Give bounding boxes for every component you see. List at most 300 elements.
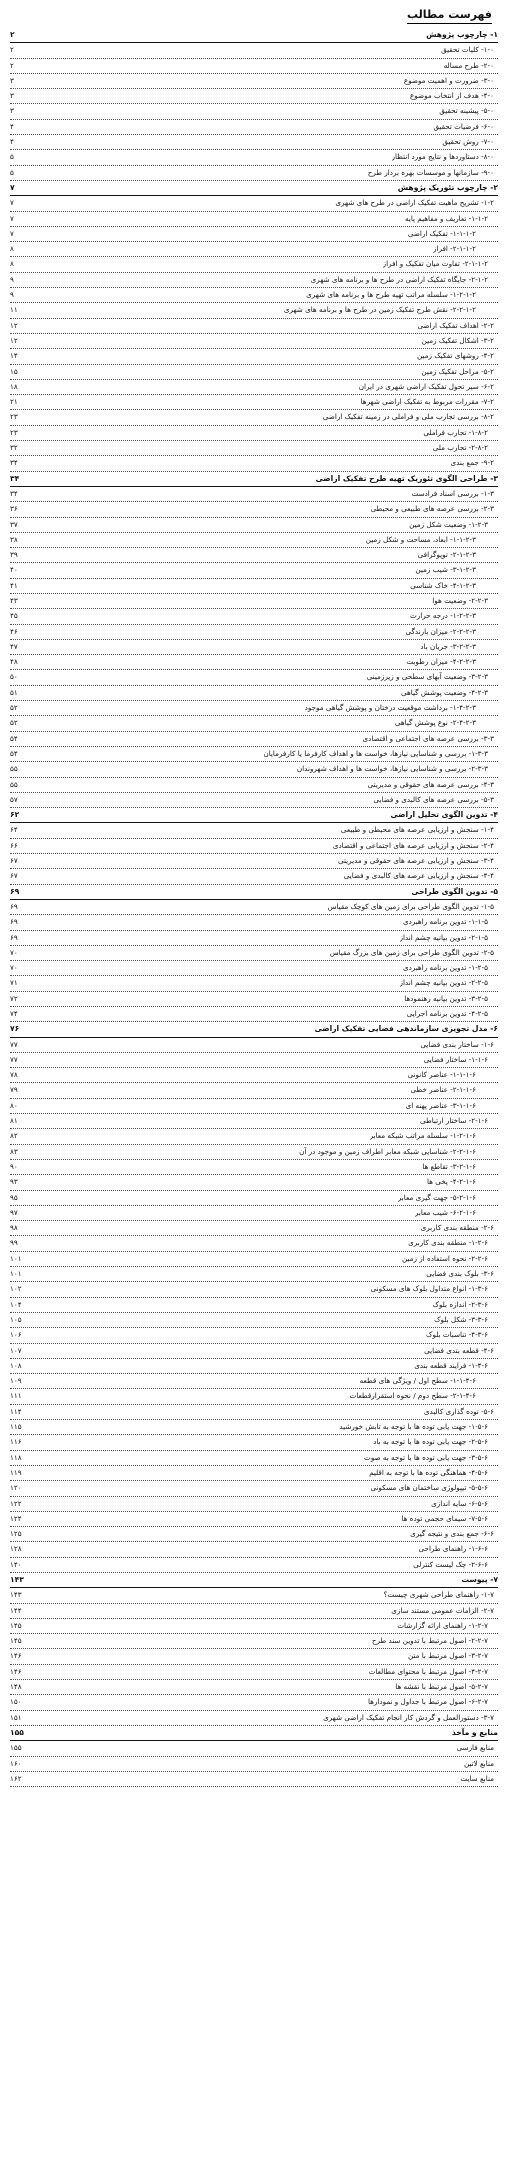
toc-entry-row xyxy=(10,839,498,854)
toc-entry-row xyxy=(10,1236,498,1251)
toc-page-number: ۱۲۲ xyxy=(10,1498,22,1508)
toc-page-number: ۸۰ xyxy=(10,1100,18,1110)
toc-entry-label: ۴-۰- هدف از انتخاب موضوع xyxy=(410,91,494,101)
toc-page-number: ۶۹ xyxy=(10,932,18,942)
toc-entry-label: ۸-۲- بررسی تجارب ملی و فراملی در زمینه تفکیک اراضی xyxy=(322,412,494,422)
toc-entry-row xyxy=(10,778,498,793)
toc-page-number: ۵۲ xyxy=(10,703,18,713)
toc-entry-row xyxy=(10,319,498,334)
toc-entry-label: ۱-۳- بررسی اسناد فرادست xyxy=(411,488,494,498)
toc-entry-label: ۹-۰- سازمانها و موسسات بهره بردار طرح xyxy=(367,167,494,177)
toc-page-number: ۸ xyxy=(10,244,14,254)
toc-chapter-row xyxy=(10,1726,498,1741)
toc-page-number: ۱۲ xyxy=(10,335,18,345)
toc-entry-label: ۱-۲- تشریح ماهیت تفکیک اراضی در طرح های شهری xyxy=(335,198,494,208)
toc-page-number: ۵۲ xyxy=(10,718,18,728)
toc-entry-row xyxy=(10,456,498,471)
toc-entry-row xyxy=(10,487,498,502)
toc-entry-row xyxy=(10,1099,498,1114)
toc-chapter-row xyxy=(10,885,498,900)
toc-page-number: ۱۶۰ xyxy=(10,1758,22,1768)
toc-chapter-row xyxy=(10,1573,498,1588)
toc-page-number: ۱۶۲ xyxy=(10,1773,22,1783)
toc-page-number: ۱۴۵ xyxy=(10,1620,22,1630)
toc-page-number: ۵۴ xyxy=(10,733,18,743)
toc-page-number: ۵۵ xyxy=(10,779,18,789)
toc-entry-row xyxy=(10,915,498,930)
toc-page-number: ۱۲۴ xyxy=(10,1513,22,1523)
toc-entry-label: ۲-۷- الزامات عمومی مستند سازی xyxy=(391,1605,494,1615)
toc-entry-label: ۳-۴- سنجش و ارزیابی عرصه های حقوقی و مدیریتی xyxy=(337,856,494,866)
toc-entry-row xyxy=(10,1481,498,1496)
toc-page-number: ۱۵۵ xyxy=(10,1727,24,1737)
toc-page-number: ۷۷ xyxy=(10,1039,18,1049)
toc-page-number: ۹۷ xyxy=(10,1207,18,1217)
toc-page-number: ۷۱ xyxy=(10,978,18,988)
toc-entry-row xyxy=(10,196,498,211)
toc-page-number: ۳ xyxy=(10,91,14,101)
toc-entry-label: ۴-۶- قطعه بندی فضایی xyxy=(424,1345,494,1355)
toc-entry-label: ۷-۵-۶- سیمای حجمی توده ها xyxy=(401,1513,488,1523)
toc-entry-label: ۱-۲-۵- تدوین برنامه راهبردی xyxy=(402,963,488,973)
toc-entry-label: منابع سایت xyxy=(460,1773,494,1783)
toc-entry-label: ۲-۶-۶- چک لیست کنترلی xyxy=(413,1559,488,1569)
toc-entry-label: ۴-۳-۶- تناسبات بلوک xyxy=(426,1330,488,1340)
toc-entry-row xyxy=(10,426,498,441)
toc-page-number: ۳ xyxy=(10,106,14,116)
toc-page-number: ۱۵۰ xyxy=(10,1697,22,1707)
toc-entry-row xyxy=(10,1252,498,1267)
toc-entry-row xyxy=(10,1619,498,1634)
toc-entry-label: ۱-۳-۶- انواع متداول بلوک های مسکونی xyxy=(370,1284,488,1294)
toc-page-number: ۴ xyxy=(10,137,14,147)
toc-entry-row xyxy=(10,762,498,777)
toc-entry-label: ۴-۲-۲-۳- میزان رطوبت xyxy=(406,657,476,667)
toc-entry-row xyxy=(10,74,498,89)
toc-page-number: ۱۱۱ xyxy=(10,1391,22,1401)
toc-entry-label: ۴-۱-۲-۳- خاک شناسی xyxy=(410,580,476,590)
toc-entry-row xyxy=(10,1344,498,1359)
toc-entry-label: ۲-۲-۷- اصول مرتبط با تدوین سند طرح xyxy=(371,1636,488,1646)
toc-entry-label: ۲-۱-۱-۶- عناصر خطی xyxy=(410,1085,476,1095)
toc-entry-label: ۴-۲-۱-۶- پخی ها xyxy=(426,1177,476,1187)
toc-entry-row xyxy=(10,1129,498,1144)
toc-entry-label: ۴-۲-۵- تدوین برنامه اجرایی xyxy=(406,1009,488,1018)
toc-entry-label: ۲-۵- تدوین الگوی طراحی برای زمین های بزرگ مقیاس xyxy=(329,947,494,957)
toc-entry-label: ۴-۲-۳- وضعیت پوشش گیاهی xyxy=(401,687,488,697)
toc-entry-label: ۱-۷- راهنمای طراحی شهری چیست؟ xyxy=(383,1590,494,1600)
toc-page-number: ۶۷ xyxy=(10,871,18,881)
toc-page-number: ۳۴ xyxy=(10,473,20,483)
toc-entry-row xyxy=(10,1175,498,1190)
toc-entry-row xyxy=(10,1512,498,1527)
toc-entry-row xyxy=(10,701,498,716)
toc-entry-label: ۲-۶- منطقه بندی کاربری xyxy=(420,1223,494,1233)
toc-page-number: ۱۲ xyxy=(10,320,18,330)
toc-page-number: ۲۱ xyxy=(10,397,18,407)
toc-entry-label: ۶- مدل تجویزی سازماندهی فضایی تفکیک اراضی xyxy=(314,1024,498,1034)
toc-page-number: ۳۲ xyxy=(10,443,18,453)
toc-entry-label: ۱-۲-۲-۳- درجه حرارت xyxy=(409,611,476,621)
toc-entry-label: ۵-۳- بررسی عرصه های کالبدی و فضایی xyxy=(373,794,494,804)
toc-page-number: ۵۴ xyxy=(10,748,18,758)
toc-entry-row xyxy=(10,1497,498,1512)
toc-page-number: ۲ xyxy=(10,30,15,39)
toc-entry-row xyxy=(10,869,498,884)
toc-page-number: ۱۵ xyxy=(10,366,18,376)
toc-entry-row xyxy=(10,518,498,533)
toc-entry-row xyxy=(10,227,498,242)
toc-entry-row xyxy=(10,1206,498,1221)
toc-entry-row xyxy=(10,1558,498,1573)
toc-entry-label: ۳-۱-۲-۳- شیب زمین xyxy=(415,565,476,575)
toc-page-number: ۱۰۴ xyxy=(10,1299,22,1309)
toc-entry-row xyxy=(10,640,498,655)
toc-page-number: ۶۹ xyxy=(10,917,18,927)
toc-chapter-row xyxy=(10,181,498,196)
toc-entry-row xyxy=(10,1313,498,1328)
toc-entry-label: ۲-۱-۱-۲- تفاوت میان تفکیک و افراز xyxy=(382,259,488,269)
toc-page-number: ۴۵ xyxy=(10,611,18,621)
toc-page-number: ۶۷ xyxy=(10,856,18,866)
toc-entry-label: ۴-۳- بررسی عرصه های حقوقی و مدیریتی xyxy=(367,779,494,789)
toc-entry-row xyxy=(10,349,498,364)
toc-page-number: ۵۵ xyxy=(10,764,18,774)
toc-entry-label: ۶-۵-۶- سایه اندازی xyxy=(431,1498,488,1508)
toc-entry-label: ۳-۲-۲-۳- جریان باد xyxy=(420,641,476,651)
toc-page-number: ۱۴۴ xyxy=(10,1605,22,1615)
toc-entry-label: ۲-۱-۲- جایگاه تفکیک اراضی در طرح ها و برنامه های شهری xyxy=(310,274,488,284)
toc-entry-label: ۳-۲- اشکال تفکیک زمین xyxy=(421,335,494,345)
toc-page-number: ۷۶ xyxy=(10,1024,20,1034)
toc-entry-label: ۱-۱-۲- تعاریف و مفاهیم پایه xyxy=(404,213,488,223)
toc-entry-label: ۷- پیوست xyxy=(461,1574,498,1584)
toc-entry-label: ۲-۲-۵- تدوین بیانیه چشم انداز xyxy=(399,978,488,988)
toc-page-number: ۹۵ xyxy=(10,1192,18,1202)
toc-entry-row xyxy=(10,946,498,961)
toc-entry-row xyxy=(10,563,498,578)
toc-entry-label: ۱-۲-۶- منطقه بندی کاربری xyxy=(408,1238,488,1248)
toc-page-number: ۱۴ xyxy=(10,351,18,361)
document-page xyxy=(10,8,498,2168)
toc-page-number: ۴۰ xyxy=(10,565,18,575)
toc-page-number: ۸۳ xyxy=(10,1146,18,1156)
toc-page-number: ۱۱۵ xyxy=(10,1422,22,1432)
toc-entry-label: ۲-۵-۶- جهت یابی توده ها با توجه به باد xyxy=(373,1437,488,1447)
toc-entry-row xyxy=(10,1405,498,1420)
toc-page-number: ۸۲ xyxy=(10,1131,18,1141)
toc-entry-label: ۴-۵-۶- هماهنگی توده ها با توجه به اقلیم xyxy=(369,1467,488,1477)
toc-entry-row xyxy=(10,1695,498,1710)
toc-entry-row xyxy=(10,1389,498,1404)
toc-entry-label: ۴-۲- روشهای تفکیک زمین xyxy=(416,351,494,361)
toc-entry-label: ۲-۱-۵- تدوین بیانیه چشم انداز xyxy=(399,932,488,942)
toc-entry-label: ۶-۶- جمع بندی و نتیجه گیری xyxy=(410,1529,494,1539)
toc-page-number: ۶۹ xyxy=(10,901,18,911)
toc-page-number: ۱۰۲ xyxy=(10,1284,22,1294)
toc-page-number: ۹۹ xyxy=(10,1238,18,1248)
toc-page-number: ۱۰۹ xyxy=(10,1376,22,1386)
toc-page-number: ۷ xyxy=(10,182,15,192)
toc-entry-label: ۳-۲-۳- وضعیت آبهای سطحی و زیرزمینی xyxy=(366,672,488,682)
toc-page-number: ۵ xyxy=(10,167,14,177)
toc-entry-label: ۶-۲- سیر تحول تفکیک اراضی شهری در ایران xyxy=(358,381,494,391)
toc-entry-label: ۱-۸-۲- تجارب فراملی xyxy=(423,427,488,437)
toc-page-number: ۲ xyxy=(10,45,14,55)
toc-entry-label: ۳-۳-۶- شکل بلوک xyxy=(434,1314,488,1324)
toc-list xyxy=(10,28,498,1787)
toc-entry-label: ۳-۲-۱-۶- تقاطع ها xyxy=(422,1161,476,1171)
toc-entry-label: ۲-۱-۲-۳- توپوگرافی xyxy=(417,550,476,560)
toc-entry-row xyxy=(10,1604,498,1619)
toc-entry-label: ۵-۲-۷- اصول مرتبط با نقشه ها xyxy=(395,1682,488,1692)
toc-entry-label: ۲-۲- اهداف تفکیک اراضی xyxy=(417,320,494,330)
toc-entry-row xyxy=(10,1741,498,1756)
toc-entry-row xyxy=(10,625,498,640)
toc-entry-label: ۳-۲-۷- اصول مرتبط با متن xyxy=(407,1651,488,1661)
toc-entry-row xyxy=(10,1466,498,1481)
toc-page-number: ۱۲۰ xyxy=(10,1483,22,1493)
toc-entry-row xyxy=(10,135,498,150)
toc-entry-label: ۲-۱-۱-۲- افراز xyxy=(433,244,476,254)
toc-page-number: ۷۴ xyxy=(10,1009,18,1018)
toc-page-number: ۱۲۸ xyxy=(10,1544,22,1554)
toc-entry-row xyxy=(10,150,498,165)
toc-entry-label: ۲-۴-۲-۳- نوع پوشش گیاهی xyxy=(394,718,476,728)
toc-page-number: ۶۲ xyxy=(10,810,20,820)
toc-entry-label: ۱-۴-۶- فرایند قطعه بندی xyxy=(414,1360,488,1370)
toc-page-number: ۹۸ xyxy=(10,1223,18,1233)
toc-entry-label: ۶-۲-۱-۶- شیب معابر xyxy=(414,1207,476,1217)
toc-page-number: ۲۳ xyxy=(10,427,18,437)
toc-chapter-row xyxy=(10,472,498,487)
toc-entry-row xyxy=(10,1772,498,1787)
toc-entry-row xyxy=(10,992,498,1007)
toc-page-number: ۱۱۴ xyxy=(10,1406,22,1416)
toc-page-number: ۱۴۵ xyxy=(10,1636,22,1646)
toc-entry-row xyxy=(10,257,498,272)
toc-entry-label: ۱-۶- ساختار بندی فضایی xyxy=(420,1039,494,1049)
toc-entry-row xyxy=(10,334,498,349)
toc-page-number: ۵ xyxy=(10,152,14,162)
toc-entry-label: ۱-۴-۲-۳- برداشت موقعیت درختان و پوشش گیاهی موجود xyxy=(304,703,476,713)
toc-entry-row xyxy=(10,166,498,181)
toc-entry-row xyxy=(10,365,498,380)
toc-entry-label: ۱-۱-۴-۶- سطح اول / ویژگی های قطعه xyxy=(359,1376,476,1386)
toc-entry-label: ۳- طراحی الگوی تئوریک تهیه طرح تفکیک اراضی xyxy=(315,473,498,483)
toc-entry-label: ۱-۲-۳- وضعیت شکل زمین xyxy=(409,519,488,529)
toc-entry-label: ۳-۰- ضرورت و اهمیت موضوع xyxy=(403,75,494,85)
toc-page-number: ۱۴۸ xyxy=(10,1682,22,1692)
toc-entry-label: ۳-۲-۵- تدوین بیانیه رهنمودها xyxy=(404,993,488,1003)
toc-page-number: ۱۱۸ xyxy=(10,1452,22,1462)
toc-page-number: ۱۰۱ xyxy=(10,1253,22,1263)
toc-entry-row xyxy=(10,533,498,548)
toc-page-number: ۱۴۰ xyxy=(10,1559,22,1569)
toc-page-number: ۷۰ xyxy=(10,963,18,973)
toc-entry-row xyxy=(10,961,498,976)
toc-entry-row xyxy=(10,594,498,609)
toc-entry-label: ۵-۰- پیشینه تحقیق xyxy=(439,106,494,116)
toc-entry-row xyxy=(10,1542,498,1557)
toc-entry-row xyxy=(10,670,498,685)
toc-entry-label: ۶-۲-۷- اصول مرتبط با جداول و نمودارها xyxy=(367,1697,488,1707)
toc-entry-row xyxy=(10,212,498,227)
toc-entry-row xyxy=(10,1083,498,1098)
toc-entry-row xyxy=(10,1007,498,1022)
toc-entry-label: ۷-۲- مقررات مربوط به تفکیک اراضی شهرها xyxy=(360,397,494,407)
toc-entry-row xyxy=(10,502,498,517)
toc-entry-row xyxy=(10,931,498,946)
toc-page-number: ۱۱۹ xyxy=(10,1467,22,1477)
toc-page-number: ۹ xyxy=(10,290,14,300)
toc-page-number: ۱۸ xyxy=(10,381,18,391)
toc-page-number: ۱۴۶ xyxy=(10,1666,22,1676)
toc-entry-row xyxy=(10,655,498,670)
toc-page-number: ۹۳ xyxy=(10,1177,18,1187)
toc-entry-row xyxy=(10,1680,498,1695)
toc-entry-row xyxy=(10,579,498,594)
toc-entry-row xyxy=(10,43,498,58)
toc-page-number: ۸۱ xyxy=(10,1116,18,1126)
toc-entry-label: ۵-۲-۱-۶- جهت گیری معابر xyxy=(397,1192,476,1202)
toc-entry-label: ۱-۵-۶- جهت یابی توده ها با توجه به تابش خورشید xyxy=(339,1422,488,1432)
toc-entry-label: ۵-۶- توده گذاری کالبدی xyxy=(423,1406,494,1416)
toc-page-number: ۶۴ xyxy=(10,825,18,835)
toc-entry-label: ۱-۴- سنجش و ارزیابی عرصه های محیطی و طبیعی xyxy=(340,825,494,835)
toc-entry-row xyxy=(10,288,498,303)
toc-entry-row xyxy=(10,1527,498,1542)
toc-page-number: ۶۹ xyxy=(10,886,20,896)
toc-entry-label: ۲-۰- طرح مساله xyxy=(443,60,494,70)
toc-entry-label: ۵-۲- مراحل تفکیک زمین xyxy=(421,366,494,376)
toc-page-number: ۹۰ xyxy=(10,1161,18,1171)
toc-page-number: ۲۳ xyxy=(10,412,18,422)
toc-chapter-row xyxy=(10,28,498,43)
toc-entry-label: ۲-۳- بررسی عرصه های طبیعی و محیطی xyxy=(370,504,494,514)
toc-entry-label: ۲-۱-۴-۶- سطح دوم / نحوه استقرارقطعات xyxy=(349,1391,476,1401)
toc-chapter-row xyxy=(10,1022,498,1037)
toc-entry-label: ۱-۵- تدوین الگوی طراحی برای زمین های کوچک مقیاس xyxy=(327,901,494,911)
toc-page-number: ۱۱۶ xyxy=(10,1437,22,1447)
toc-entry-label: منابع لاتین xyxy=(463,1758,494,1768)
toc-page-number: ۱۵۱ xyxy=(10,1712,22,1722)
toc-entry-row xyxy=(10,1665,498,1680)
toc-page-number: ۱۰۷ xyxy=(10,1345,22,1355)
toc-entry-label: ۲-۲-۱-۲- نقش طرح تفکیک زمین در طرح ها و برنامه های شهری xyxy=(283,305,476,315)
toc-entry-label: ۱-۳-۳- بررسی و شناسایی نیازها، خواست ها و اهداف کارفرما یا کارفرمایان xyxy=(263,748,488,758)
toc-entry-label: ۳-۱-۱-۶- عناصر پهنه ای xyxy=(405,1100,476,1110)
toc-page-number: ۳۶ xyxy=(10,504,18,514)
toc-entry-row xyxy=(10,1282,498,1297)
toc-entry-row xyxy=(10,1068,498,1083)
toc-entry-label: ۵-۵-۶- تیپولوژی ساختمان های مسکونی xyxy=(370,1483,488,1493)
toc-entry-row xyxy=(10,1634,498,1649)
toc-entry-row xyxy=(10,59,498,74)
toc-entry-row xyxy=(10,747,498,762)
toc-entry-label: ۲- چارچوب تئوریک پژوهش xyxy=(397,182,498,192)
toc-page-number: ۴ xyxy=(10,121,14,131)
toc-entry-row xyxy=(10,120,498,135)
toc-page-number: ۷۹ xyxy=(10,1085,18,1095)
toc-entry-row xyxy=(10,1649,498,1664)
toc-entry-label: ۱-۲-۱-۶- سلسله مراتب شبکه معابر xyxy=(369,1131,476,1141)
toc-entry-label: ۴- تدوین الگوی تحلیل اراضی xyxy=(390,810,498,820)
toc-entry-label: ۴-۴- سنجش و ارزیابی عرصه های کالبدی و فضایی xyxy=(343,871,494,881)
toc-page-number: ۷۲ xyxy=(10,993,18,1003)
toc-entry-row xyxy=(10,303,498,318)
toc-entry-row xyxy=(10,1328,498,1343)
toc-page-number: ۴۳ xyxy=(10,595,18,605)
toc-page-number: ۷ xyxy=(10,213,14,223)
toc-entry-row xyxy=(10,548,498,563)
toc-entry-label: ۳-۵-۶- جهت یابی توده ها با توجه به صوت xyxy=(364,1452,488,1462)
toc-page-number: ۵۰ xyxy=(10,672,18,682)
toc-entry-row xyxy=(10,1420,498,1435)
toc-entry-label: ۱-۱-۱-۶- عناصر کانونی xyxy=(407,1070,476,1080)
toc-entry-row xyxy=(10,395,498,410)
toc-page-number: ۱۴۶ xyxy=(10,1651,22,1661)
toc-entry-row xyxy=(10,686,498,701)
toc-entry-label: ۲-۴- سنجش و ارزیابی عرصه های اجتماعی و اقتصادی xyxy=(332,840,494,850)
toc-page-number: ۳۸ xyxy=(10,534,18,544)
toc-entry-label: ۱- چارچوب پژوهش xyxy=(426,30,498,39)
toc-page-number: ۵۷ xyxy=(10,794,18,804)
toc-entry-label: ۵- تدوین الگوی طراحی xyxy=(411,886,498,896)
toc-page-number: ۳۴ xyxy=(10,488,18,498)
toc-entry-label: ۶-۰- فرضیات تحقیق xyxy=(433,121,494,131)
toc-page-number: ۴۱ xyxy=(10,580,18,590)
toc-entry-row xyxy=(10,732,498,747)
toc-page-number: ۱۱ xyxy=(10,305,18,315)
toc-page-number: ۷ xyxy=(10,198,14,208)
toc-entry-label: ۸-۰- دستاوردها و نتایج مورد انتظار xyxy=(391,152,494,162)
toc-page-number: ۱۲۵ xyxy=(10,1529,22,1539)
toc-entry-label: ۹-۲- جمع بندی xyxy=(450,458,494,468)
toc-entry-label: ۱-۱-۱-۲- تفکیک اراضی xyxy=(407,228,476,238)
toc-entry-label: ۱-۲-۱-۲- سلسله مراتب تهیه طرح ها و برنامه های شهری xyxy=(306,290,476,300)
toc-entry-row xyxy=(10,1114,498,1129)
toc-page-number: ۳۷ xyxy=(10,519,18,529)
toc-title: فهرست مطالب xyxy=(407,8,492,24)
toc-page-number: ۴۷ xyxy=(10,641,18,651)
toc-page-number: ۲ xyxy=(10,60,14,70)
toc-entry-label: ۳-۶- بلوک بندی فضایی xyxy=(426,1269,494,1279)
toc-chapter-row xyxy=(10,808,498,823)
toc-entry-row xyxy=(10,410,498,425)
toc-entry-label: ۱-۱-۶- ساختار فضایی xyxy=(423,1054,488,1064)
toc-entry-label: ۱-۰- کلیات تحقیق xyxy=(441,45,494,55)
toc-entry-row xyxy=(10,716,498,731)
toc-page-number: ۱۴۳ xyxy=(10,1574,24,1584)
toc-entry-row xyxy=(10,242,498,257)
toc-page-number: ۱۰۱ xyxy=(10,1269,22,1279)
toc-entry-row xyxy=(10,1267,498,1282)
toc-entry-label: ۴-۲-۷- اصول مرتبط با محتوای مطالعات xyxy=(368,1666,488,1676)
toc-entry-row xyxy=(10,1038,498,1053)
toc-entry-row xyxy=(10,89,498,104)
toc-page-number: ۷۰ xyxy=(10,947,18,957)
toc-page-number: ۳ xyxy=(10,75,14,85)
toc-entry-label: ۳-۳- بررسی عرصه های اجتماعی و اقتصادی xyxy=(362,733,494,743)
toc-page-number: ۳۹ xyxy=(10,550,18,560)
toc-entry-label: ۷-۰- روش تحقیق xyxy=(442,137,494,147)
toc-page-number: ۴۸ xyxy=(10,657,18,667)
toc-entry-row xyxy=(10,1160,498,1175)
toc-entry-row xyxy=(10,1588,498,1603)
toc-entry-row xyxy=(10,1711,498,1726)
toc-entry-row xyxy=(10,1451,498,1466)
